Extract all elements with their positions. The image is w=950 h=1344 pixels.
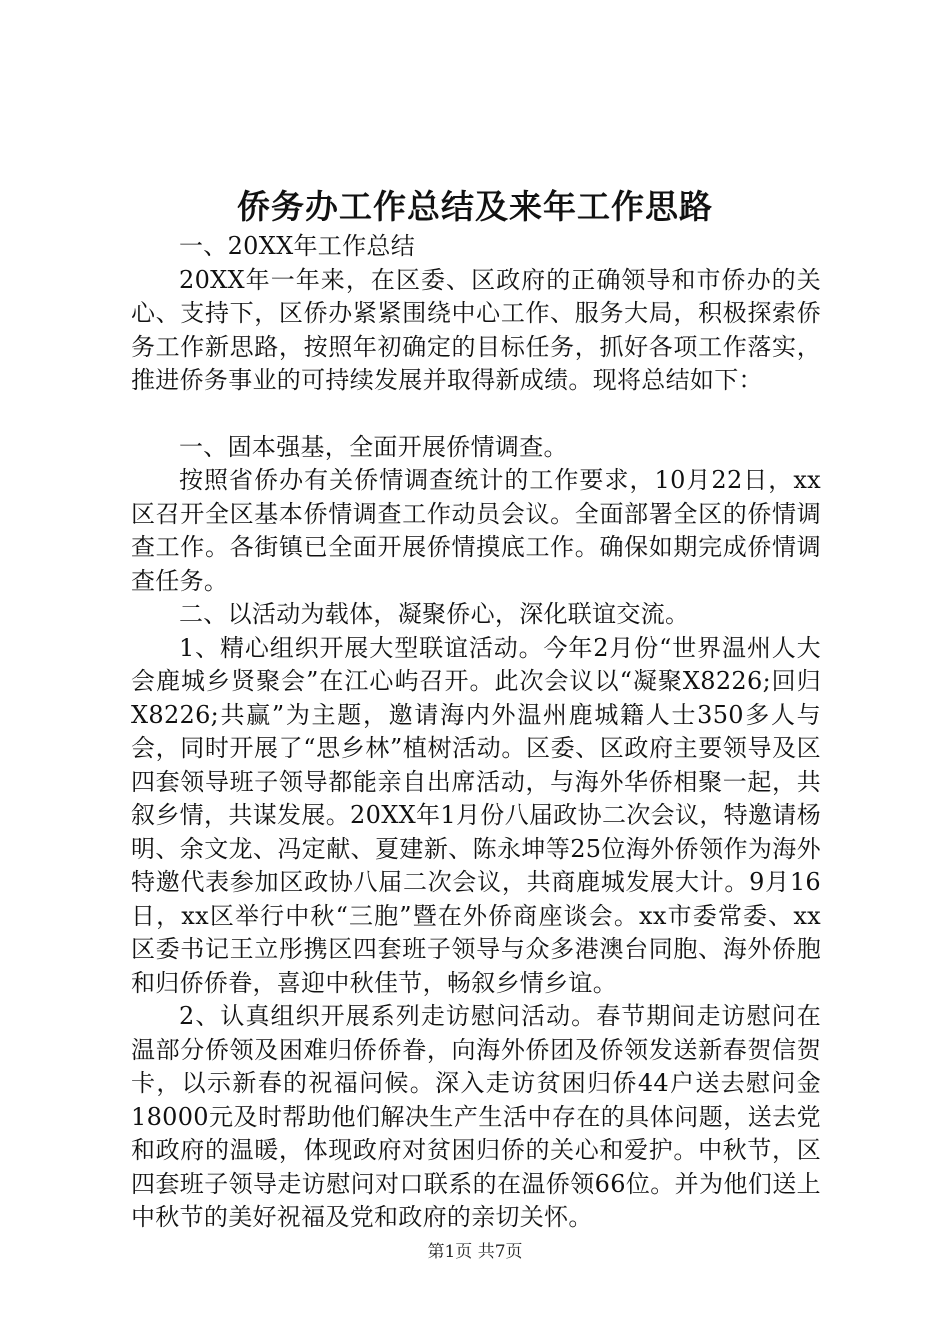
document-title: 侨务办工作总结及来年工作思路 xyxy=(237,187,713,226)
page-footer: 第1页 共7页 xyxy=(427,1242,523,1262)
activities-paragraph-2: 2、认真组织开展系列走访慰问活动。春节期间走访慰问在温部分侨领及困难归侨侨眷，向海外侨团及侨领发送新春贺信贺卡，以示新春的祝福问候。深入走访贫困归侨44户送去慰问金18000元及时帮助他们解决生产生活中存在的具体问题，送去党和政府的温暖，体现政府对贫困归侨的关心和爱护。中秋节，区四套班子领导走访慰问对口联系的在温侨领66位。并为他们送上中秋节的美好祝福及党和政府的亲切关怀。 xyxy=(131,1002,821,1231)
survey-paragraph: 按照省侨办有关侨情调查统计的工作要求，10月22日，xx区召开全区基本侨情调查工作动员会议。全面部署全区的侨情调查工作。各街镇已全面开展侨情摸底工作。确保如期完成侨情调查任务。 xyxy=(131,466,821,595)
section-heading-summary: 一、20XX年工作总结 xyxy=(179,232,416,260)
document-body xyxy=(131,230,821,1235)
activities-paragraph-1: 1、精心组织开展大型联谊活动。今年2月份“世界温州人大会鹿城乡贤聚会”在江心屿召开。此次会议以“凝聚X8226;回归X8226;共赢”为主题，邀请海内外温州鹿城籍人士350多人与会，同时开展了“思乡林”植树活动。区委、区政府主要领导及区四套领导班子领导都能亲自出席活动，与海外华侨相聚一起，共叙乡情，共谋发展。20XX年1月份八届政协二次会议，特邀请杨明、余文龙、冯定献、夏建新、陈永坤等25位海外侨领作为海外特邀代表参加区政协八届二次会议，共商鹿城发展大计。9月16日，xx区举行中秋“三胞”暨在外侨商座谈会。xx市委常委、xx区委书记王立彤携区四套班子领导与众多港澳台同胞、海外侨胞和归侨侨眷，喜迎中秋佳节，畅叙乡情乡谊。 xyxy=(131,633,821,997)
section-heading-activities: 二、以活动为载体，凝聚侨心，深化联谊交流。 xyxy=(179,600,690,628)
intro-paragraph: 20XX年一年来，在区委、区政府的正确领导和市侨办的关心、支持下，区侨办紧紧围绕中心工作、服务大局，积极探索侨务工作新思路，按照年初确定的目标任务，抓好各项工作落实，推进侨务事业的可持续发展并取得新成绩。现将总结如下： xyxy=(131,265,821,394)
section-heading-survey: 一、固本强基，全面开展侨情调查。 xyxy=(179,432,568,461)
